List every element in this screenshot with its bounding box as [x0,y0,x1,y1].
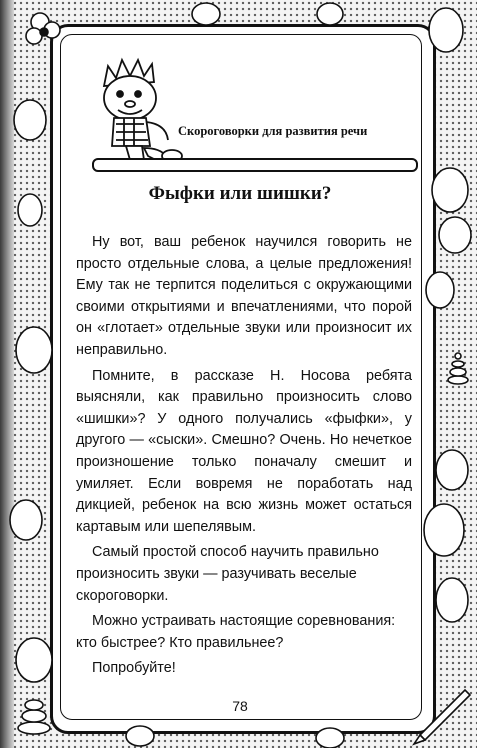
balloon-icon [16,638,52,682]
balloon-icon [126,726,154,746]
paragraph: Можно устраивать настоящие соревнования: кто быстрее? Кто правильнее? [76,613,396,651]
pyramid-toy-icon [18,700,50,734]
balloon-icon [439,217,471,253]
balloon-icon [18,194,42,226]
balloon-icon [317,3,343,25]
balloon-icon [424,504,464,556]
balloon-icon [426,272,454,308]
balloon-icon [10,500,42,540]
paragraph: Попробуйте! [92,660,176,677]
body-text [76,232,412,684]
balloon-icon [436,450,468,490]
balloon-icon [14,100,46,140]
paragraph: Самый простой способ научить правильно произносить звуки — разучивать веселые скороговорки. [76,544,379,604]
balloon-icon [316,728,344,748]
balloon-icon [429,8,463,52]
page-number: 78 [232,698,248,714]
balloon-icon [436,578,468,622]
section-header-label: Скороговорки для развития речи [178,124,368,138]
pencil-icon [414,690,470,744]
flower-icon [26,13,60,44]
header-divider [92,158,418,172]
paragraph: Ну вот, ваш ребенок научился говорить не просто отдельные слова, а целые предложения! Ему так не терпится поделиться с окружающими своими открытиями и впечатлениями, что порой он «глотает» отдельные звуки или произносит их неправильно. [76,234,412,358]
balloon-icon [16,327,52,373]
boy-illustration-icon [86,52,186,164]
pyramid-toy-icon [448,353,468,384]
page-title: Фыфки или шишки? [148,183,332,204]
paragraph: Помните, в рассказе Н. Носова ребята выясняли, как правильно произносить слово «шишки»? У одного получались «фыфки», у другого — «сыски». Смешно? Очень. Но нечеткое произношение только поначалу смешит и умиляет. Если вовремя не поработать над дикцией, ребенок на всю жизнь может остаться картавым или шепелявым. [76,367,412,535]
balloon-icon [192,3,220,25]
balloon-icon [432,168,468,212]
